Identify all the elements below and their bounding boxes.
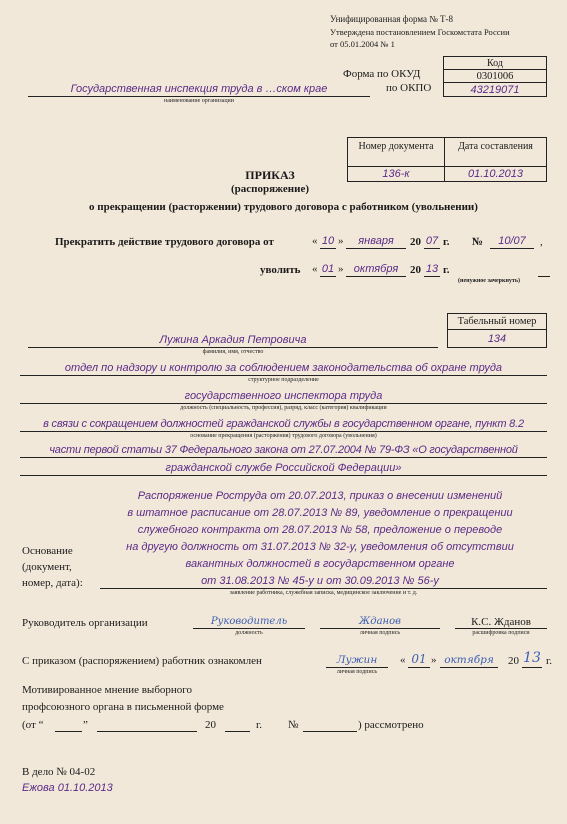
terminate-month: января <box>358 235 394 247</box>
employee-signature-caption: личная подпись <box>336 669 378 675</box>
okud-value: 0301006 <box>443 69 547 83</box>
employee-name-caption: фамилия, имя, отчество <box>202 349 264 355</box>
basis-label-number: номер, дата): <box>22 577 83 589</box>
acquainted-day: 01 <box>411 652 427 666</box>
reason-caption: основание прекращения (расторжения) трудового договора (увольнения) <box>190 433 377 439</box>
basis-line1: Распоряжение Роструда от 20.07.2013, приказ о внесении изменений <box>137 490 503 502</box>
employee-position: государственного инспектора труда <box>184 390 383 402</box>
acquainted-year-prefix: 20 <box>508 655 519 667</box>
terminate-year-prefix: 20 <box>410 236 421 248</box>
union-from-open: (от “ <box>22 719 44 731</box>
acquainted-year: 13 <box>523 650 541 666</box>
organization-name: Государственная инспекция труда в …ском крае <box>70 83 328 95</box>
dismiss-quote-close: » <box>338 263 344 275</box>
head-position-signature: Руководитель <box>210 616 288 627</box>
acquainted-g: г. <box>546 655 553 667</box>
terminate-quote-open: « <box>312 235 318 247</box>
clerk-signature: Ежова 01.10.2013 <box>22 782 113 794</box>
terminate-quote-close: » <box>338 235 344 247</box>
okpo-value: 43219071 <box>443 82 547 97</box>
form-number: Унифицированная форма № Т-8 <box>330 14 454 24</box>
union-num-sign: № <box>288 719 299 731</box>
dismiss-month: октября <box>353 263 399 275</box>
form-approval-date: от 05.01.2004 № 1 <box>330 39 395 49</box>
acquainted-month: октября <box>444 654 494 666</box>
okud-label: Форма по ОКУД <box>343 68 421 80</box>
basis-caption: заявление работника, служебная записка, медицинское заключение и т. д. <box>229 590 418 596</box>
title-rasporyazhenie: (распоряжение) <box>230 183 309 195</box>
employee-department: отдел по надзору и контролю за соблюдением законодательства об охране труда <box>64 362 503 374</box>
employee-signature: Лужин <box>336 654 378 666</box>
dismissal-reason-line1: в связи с сокращением должностей гражданской службы в государственном органе, пункт 8.2 <box>43 418 524 430</box>
basis-line5: вакантных должностей в государственном органе <box>185 558 455 570</box>
okpo-label: по ОКПО <box>386 82 432 94</box>
acquainted-quote-close: » <box>431 654 437 666</box>
file-reference: В дело № 04-02 <box>22 766 96 778</box>
basis-label: Основание <box>22 545 73 557</box>
union-reviewed: ) рассмотрено <box>358 719 424 731</box>
union-g: г. <box>256 719 263 731</box>
organization-caption: наименование организации <box>164 98 234 104</box>
title-prikaz: ПРИКАЗ <box>245 168 295 182</box>
union-year-prefix: 20 <box>205 719 216 731</box>
terminate-g: г. <box>443 236 450 248</box>
union-line2: профсоюзного органа в письменной форме <box>22 701 224 713</box>
form-approval: Утверждена постановлением Госкомстата России <box>330 27 510 37</box>
head-name: К.С. Жданов <box>471 616 531 628</box>
basis-label-doc: (документ, <box>22 561 72 573</box>
strike-note: (ненужное зачеркнуть) <box>458 278 521 284</box>
dismiss-quote-open: « <box>312 263 318 275</box>
doc-date-header: Дата составления <box>444 137 547 167</box>
dismiss-year: 13 <box>425 263 439 275</box>
title-subject: о прекращении (расторжении) трудового договора с работником (увольнении) <box>89 201 478 213</box>
union-line1: Мотивированное мнение выборного <box>22 684 193 696</box>
position-caption: должность (специальность, профессия), разряд, класс (категория) квалификации <box>180 405 387 411</box>
basis-line3: служебного контракта от 28.07.2013 № 58, предложение о переводе <box>137 524 503 536</box>
doc-number: 136-к <box>347 166 445 182</box>
employee-name: Лужина Аркадия Петровича <box>159 334 307 346</box>
terminate-year: 07 <box>425 235 439 247</box>
dismiss-year-prefix: 20 <box>410 264 421 276</box>
doc-date: 01.10.2013 <box>444 166 547 182</box>
terminate-num-sign: № <box>472 236 484 248</box>
dismissal-reason-line3: гражданской службе Российской Федерации» <box>165 462 402 474</box>
head-signature: Жданов <box>359 616 401 627</box>
kod-header: Код <box>443 56 547 70</box>
dismiss-day: 01 <box>321 263 335 275</box>
dismissal-reason-line2: части первой статьи 37 Федерального закона от 27.07.2004 № 79-ФЗ «О государственной <box>49 444 518 456</box>
basis-line2: в штатное расписание от 28.07.2013 № 89, уведомление о прекращении <box>127 507 513 519</box>
head-position-caption: должность <box>235 630 263 636</box>
union-from-close: ” <box>83 719 88 731</box>
doc-number-header: Номер документа <box>347 137 445 167</box>
terminate-contract-number: 10/07 <box>498 235 526 247</box>
department-caption: структурное подразделение <box>248 377 319 383</box>
head-label: Руководитель организации <box>22 617 148 629</box>
tab-number-header: Табельный номер <box>447 313 547 330</box>
dismiss-g: г. <box>443 264 450 276</box>
basis-line6: от 31.08.2013 № 45-у и от 30.09.2013 № 56-у <box>201 575 439 587</box>
head-name-caption: расшифровка подписи <box>472 630 530 636</box>
terminate-comma: , <box>540 236 543 248</box>
terminate-day: 10 <box>321 235 335 247</box>
tab-number-value: 134 <box>447 329 547 348</box>
acquainted-label: С приказом (распоряжением) работник ознакомлен <box>22 655 262 667</box>
acquainted-quote-open: « <box>400 654 406 666</box>
head-signature-caption: личная подпись <box>359 630 401 636</box>
basis-line4: на другую должность от 31.07.2013 № 32-у, уведомления об отсутствии <box>126 541 514 553</box>
terminate-label: Прекратить действие трудового договора от <box>55 236 274 248</box>
dismiss-label: уволить <box>260 264 301 276</box>
